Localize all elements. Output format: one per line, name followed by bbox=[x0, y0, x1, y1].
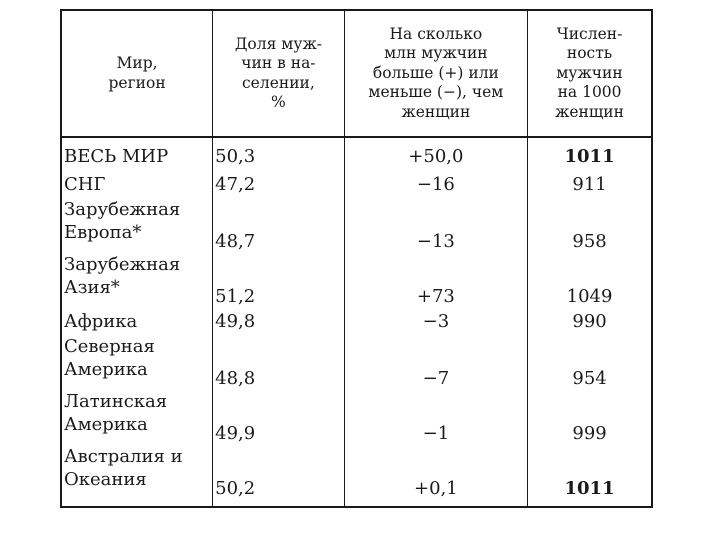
region-cell bbox=[61, 390, 213, 445]
difference-cell: −16 bbox=[344, 171, 527, 198]
header-line: % bbox=[271, 93, 286, 111]
region-cell bbox=[61, 308, 213, 335]
header-line: на 1000 bbox=[557, 83, 622, 102]
region-line: Зарубежная bbox=[64, 199, 181, 220]
difference-cell: −7 bbox=[344, 335, 527, 390]
table-row bbox=[61, 308, 652, 335]
per-1000-cell: 911 bbox=[528, 171, 652, 198]
share-cell: 47,2 bbox=[213, 171, 345, 198]
per-1000-cell: 990 bbox=[528, 308, 652, 335]
difference-cell: +73 bbox=[344, 253, 527, 308]
header-line: Мир, bbox=[116, 54, 158, 72]
header-male-share bbox=[213, 10, 345, 137]
table-row bbox=[61, 390, 652, 445]
header-line: женщин bbox=[401, 102, 471, 121]
per-1000-cell: 1011 bbox=[528, 445, 652, 507]
region-line: Зарубежная bbox=[64, 254, 181, 275]
difference-cell: −13 bbox=[344, 198, 527, 253]
per-1000-cell: 999 bbox=[528, 390, 652, 445]
header-line: чин в на- bbox=[241, 54, 316, 72]
region-line: Европа* bbox=[64, 222, 142, 243]
region-line: Америка bbox=[64, 414, 148, 435]
table-row bbox=[61, 198, 652, 253]
difference-cell: +50,0 bbox=[344, 137, 527, 171]
header-per-1000 bbox=[528, 10, 652, 137]
header-line: мужчин bbox=[556, 63, 623, 82]
region-line: Северная bbox=[64, 336, 155, 357]
share-cell: 49,9 bbox=[213, 390, 345, 445]
header-line: млн мужчин bbox=[384, 44, 488, 63]
header-line: Числен- bbox=[556, 24, 623, 43]
header-line: больше (+) или bbox=[372, 63, 499, 82]
difference-cell: +0,1 bbox=[344, 445, 527, 507]
region-line: Австралия и bbox=[64, 446, 183, 467]
region-line: Америка bbox=[64, 359, 148, 380]
table-row bbox=[61, 171, 652, 198]
header-line: регион bbox=[108, 73, 166, 92]
header-line: женщин bbox=[555, 102, 624, 121]
region-line: Африка bbox=[64, 311, 138, 332]
header-difference bbox=[344, 10, 527, 137]
share-cell: 49,8 bbox=[213, 308, 345, 335]
difference-cell: −1 bbox=[344, 390, 527, 445]
header-line: ность bbox=[566, 44, 613, 63]
header-line: меньше (−), чем bbox=[368, 83, 504, 102]
region-line: СНГ bbox=[64, 174, 106, 195]
share-cell: 50,2 bbox=[213, 445, 345, 507]
header-line: На сколько bbox=[389, 24, 483, 43]
table-row bbox=[61, 137, 652, 171]
per-1000-cell: 1049 bbox=[528, 253, 652, 308]
region-cell bbox=[61, 335, 213, 390]
region-cell bbox=[61, 171, 213, 198]
header-region bbox=[61, 10, 213, 137]
region-cell bbox=[61, 445, 213, 507]
share-cell: 50,3 bbox=[213, 137, 345, 171]
region-cell bbox=[61, 253, 213, 308]
difference-cell: −3 bbox=[344, 308, 527, 335]
per-1000-cell: 954 bbox=[528, 335, 652, 390]
population-table bbox=[60, 9, 653, 508]
share-cell: 48,7 bbox=[213, 198, 345, 253]
region-line: Азия* bbox=[64, 277, 120, 298]
region-cell bbox=[61, 198, 213, 253]
table-row bbox=[61, 253, 652, 308]
region-line: ВЕСЬ МИР bbox=[64, 146, 169, 167]
region-line: Океания bbox=[64, 469, 147, 490]
region-cell bbox=[61, 137, 213, 171]
share-cell: 51,2 bbox=[213, 253, 345, 308]
per-1000-cell: 1011 bbox=[528, 137, 652, 171]
table-row bbox=[61, 445, 652, 507]
header-row bbox=[61, 10, 652, 137]
header-line: селении, bbox=[242, 73, 315, 92]
header-line: Доля муж- bbox=[234, 34, 322, 53]
per-1000-cell: 958 bbox=[528, 198, 652, 253]
table-row bbox=[61, 335, 652, 390]
share-cell: 48,8 bbox=[213, 335, 345, 390]
region-line: Латинская bbox=[64, 391, 168, 412]
